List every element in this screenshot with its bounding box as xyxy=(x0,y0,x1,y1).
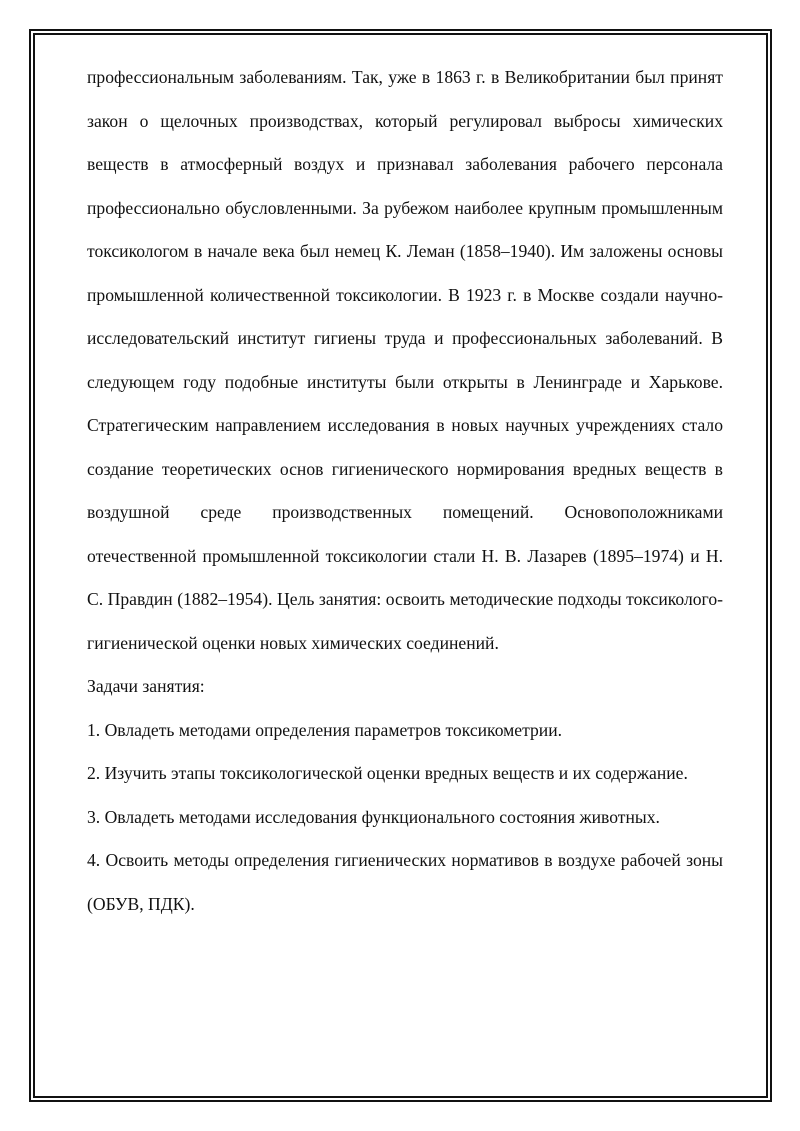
task-item-1: 1. Овладеть методами определения параметров токсикометрии. xyxy=(87,719,563,740)
tasks-label: Задачи занятия: xyxy=(87,676,205,696)
task-item-3: 3. Овладеть методами исследования функционального состояния животных. xyxy=(87,806,660,827)
task-item-2: 2. Изучить этапы токсикологической оценки вредных веществ и их содержание. xyxy=(87,763,688,783)
document-text xyxy=(87,56,723,926)
task-item-4: 4. Освоить методы определения гигиенических нормативов в воздухе рабочей зоны (ОБУВ, ПДК). xyxy=(87,850,723,914)
body-paragraph: профессиональным заболеваниям. Так, уже в 1863 г. в Великобритании был принят закон о щелочных производствах, который регулировал выбросы химических веществ в атмосферный воздух и признавал заболевания рабочего персонала профессионально обусловленными. За рубежом наиболее крупным промышленным токсикологом в начале века был немец К. Леман (1858–1940). Им заложены основы промышленной количественной токсикологии. В 1923 г. в Москве создали научно-исследовательский институт гигиены труда и профессиональных заболеваний. В следующем году подобные институты были открыты в Ленинграде и Харькове. Стратегическим направлением исследования в новых научных учреждениях стало создание теоретических основ гигиенического нормирования вредных веществ в воздушной среде производственных помещений. Основоположниками отечественной промышленной токсикологии стали Н. В. Лазарев (1895–1974) и Н. С. Правдин (1882–1954). Цель занятия: освоить методические подходы токсиколого-гигиенической оценки новых химических соединений. xyxy=(87,67,723,653)
